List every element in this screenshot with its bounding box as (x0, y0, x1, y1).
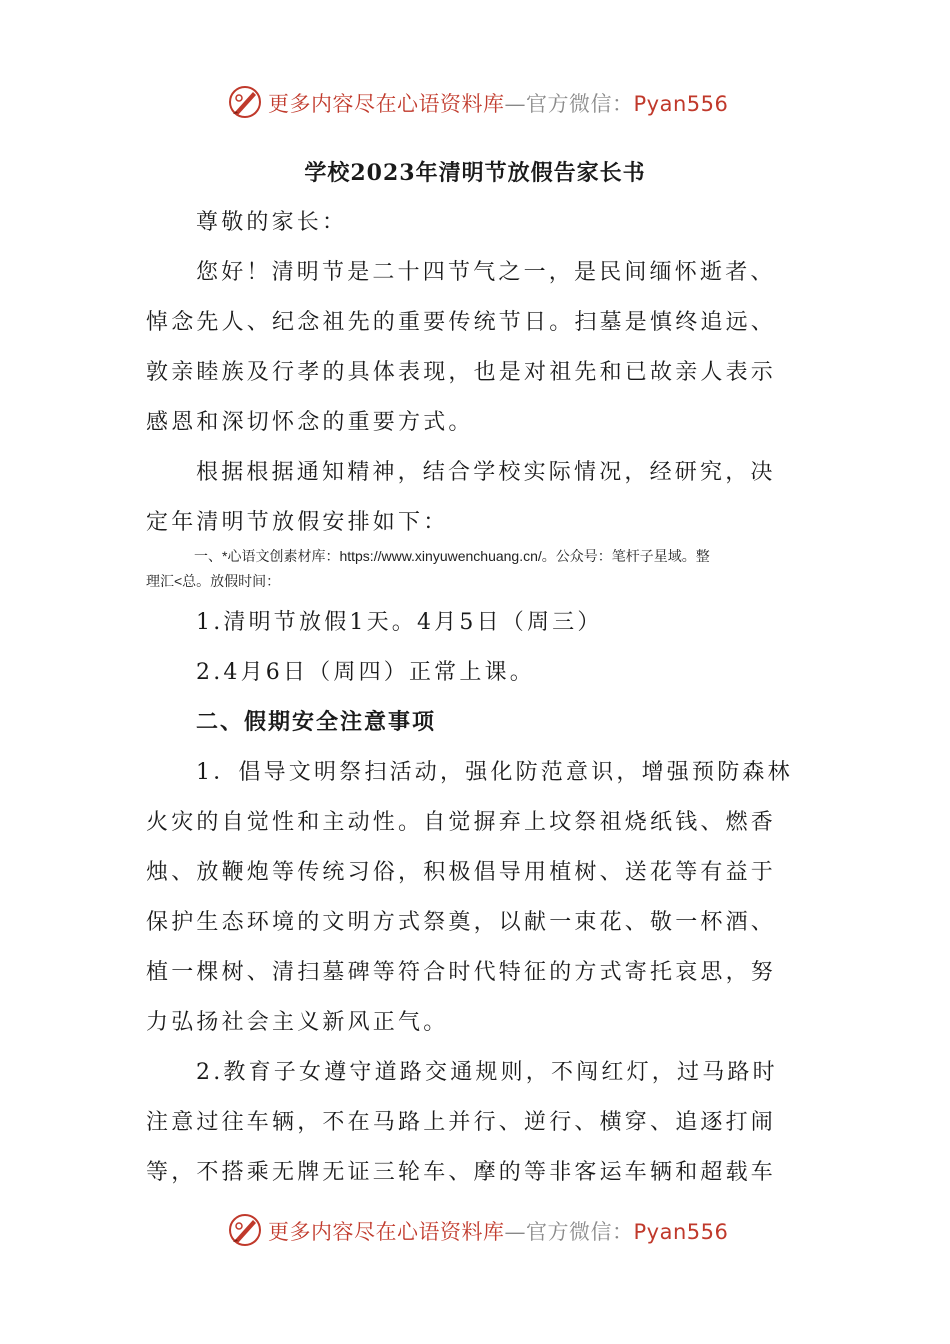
source-note-line: 一、*心语文创素材库：https://www.xinyuwenchuang.cn/。公众号：笔杆子星域。整 (194, 548, 710, 564)
paragraph-line: 烛、放鞭炮等传统习俗，积极倡导用植树、送花等有益于 (146, 860, 777, 885)
paragraph-line: 悼念先人、纪念祖先的重要传统节日。扫墓是慎终追远、 (146, 310, 777, 335)
pen-logo-icon (227, 1212, 263, 1248)
banner-text: 更多内容尽在心语资料库—官方微信：Pyan556 (268, 1220, 729, 1244)
list-item: 1.清明节放假1天。4月5日（周三） (196, 610, 603, 635)
paragraph-line: 注意过往车辆，不在马路上并行、逆行、横穿、追逐打闹 (146, 1110, 777, 1135)
paragraph-line: 等，不搭乘无牌无证三轮车、摩的等非客运车辆和超载车 (146, 1160, 777, 1185)
paragraph-line: 定年清明节放假安排如下： (146, 510, 449, 535)
paragraph-line: 2.教育子女遵守道路交通规则，不闯红灯，过马路时 (196, 1060, 778, 1085)
pen-logo-icon (227, 84, 263, 120)
paragraph-line: 您好！清明节是二十四节气之一，是民间缅怀逝者、 (196, 260, 776, 285)
paragraph-line: 感恩和深切怀念的重要方式。 (146, 410, 474, 435)
footer-banner (0, 1210, 950, 1250)
document-title: 学校2023年清明节放假告家长书 (304, 160, 646, 186)
salutation: 尊敬的家长： (196, 210, 348, 235)
source-note-line: 理汇<总。放假时间： (146, 573, 281, 589)
section-heading: 二、假期安全注意事项 (196, 709, 437, 735)
list-item: 2.4月6日（周四）正常上课。 (196, 660, 535, 685)
paragraph-line: 1．倡导文明祭扫活动，强化防范意识，增强预防森林 (196, 760, 793, 785)
paragraph-line: 植一棵树、清扫墓碑等符合时代特征的方式寄托哀思，努 (146, 960, 777, 985)
header-banner (0, 82, 950, 122)
paragraph-line: 敦亲睦族及行孝的具体表现，也是对祖先和已故亲人表示 (146, 360, 777, 385)
banner-text: 更多内容尽在心语资料库—官方微信：Pyan556 (268, 92, 729, 116)
paragraph-line: 火灾的自觉性和主动性。自觉摒弃上坟祭祖烧纸钱、燃香 (146, 810, 777, 835)
paragraph-line: 力弘扬社会主义新风正气。 (146, 1010, 449, 1035)
source-note (146, 544, 810, 594)
paragraph-line: 保护生态环境的文明方式祭奠，以献一束花、敬一杯酒、 (146, 910, 777, 935)
paragraph-line: 根据根据通知精神，结合学校实际情况，经研究，决 (196, 460, 776, 485)
